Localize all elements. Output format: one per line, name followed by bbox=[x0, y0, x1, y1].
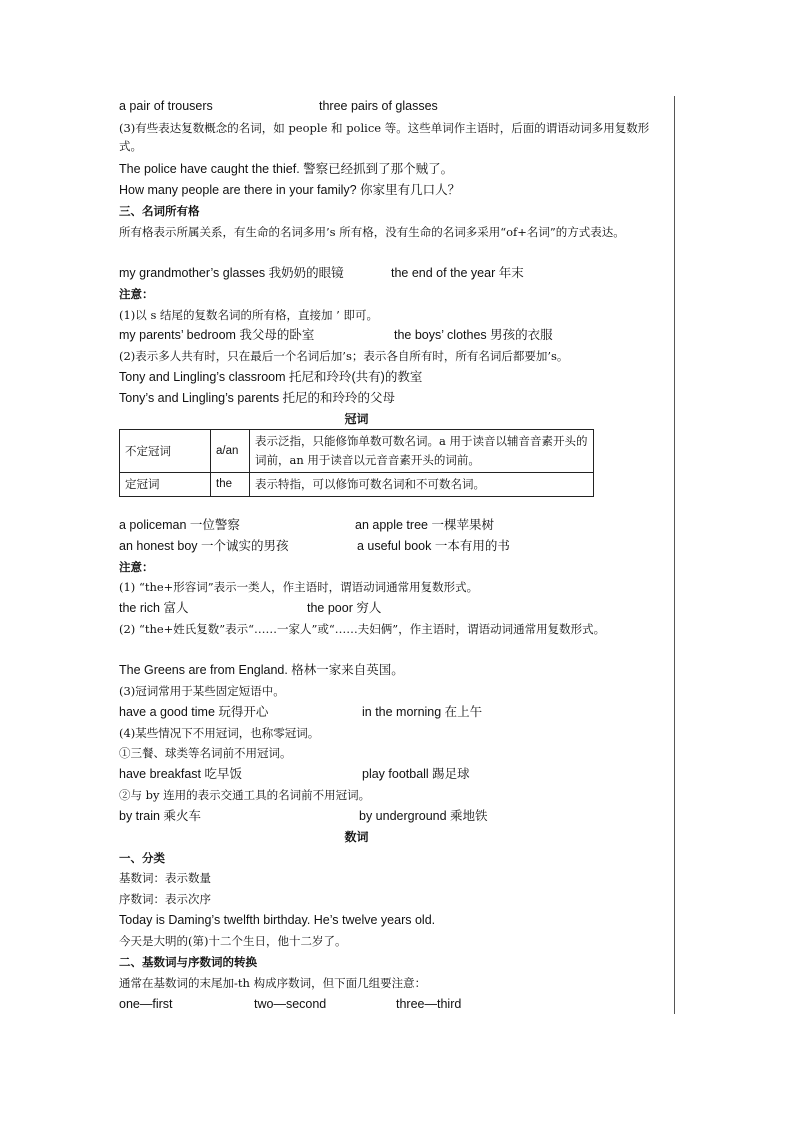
example-sentence: Tony’s and Lingling’s parents 托尼的和玲玲的父母 bbox=[119, 391, 396, 405]
paragraph: ②与 by 连用的表示交通工具的名词前不用冠词。 bbox=[119, 788, 371, 802]
paragraph: (2)表示多人共有时，只在最后一个名词后加’s；表示各自所有时，所有名词后都要加’s。 bbox=[119, 349, 569, 363]
example-text: by underground 乘地铁 bbox=[359, 809, 488, 823]
example-text: two—second bbox=[254, 997, 327, 1011]
article-table bbox=[119, 429, 594, 497]
table-row bbox=[120, 430, 594, 473]
example-text: an apple tree 一棵苹果树 bbox=[355, 518, 494, 532]
note-label: 注意： bbox=[119, 287, 154, 301]
paragraph: 基数词：表示数量 bbox=[119, 871, 211, 885]
table-cell: 表示泛指，只能修饰单数可数名词。a 用于读音以辅音音素开头的词前，an 用于读音以元音音素开头的词前。 bbox=[250, 430, 594, 473]
paragraph: (1)以 s 结尾的复数名词的所有格，直接加 ’ 即可。 bbox=[119, 308, 378, 322]
table-cell: 不定冠词 bbox=[120, 430, 211, 473]
example-text: the rich 富人 bbox=[119, 601, 189, 615]
example-sentence: The police have caught the thief. 警察已经抓到了那个贼了。 bbox=[119, 162, 454, 176]
paragraph: (4)某些情况下不用冠词，也称零冠词。 bbox=[119, 726, 320, 740]
paragraph: (3)冠词常用于某些固定短语中。 bbox=[119, 684, 285, 698]
example-text: a policeman 一位警察 bbox=[119, 518, 240, 532]
example-text: play football 踢足球 bbox=[362, 767, 470, 781]
example-text: three—third bbox=[396, 997, 462, 1011]
example-text: one—first bbox=[119, 997, 173, 1011]
section-title-article: 冠词 bbox=[344, 412, 369, 426]
table-cell: the bbox=[211, 473, 250, 497]
note-label: 注意： bbox=[119, 560, 154, 574]
example-text: my grandmother’s glasses 我奶奶的眼镜 bbox=[119, 266, 344, 280]
example-text: a useful book 一本有用的书 bbox=[357, 539, 510, 553]
table-cell: 表示特指，可以修饰可数名词和不可数名词。 bbox=[250, 473, 594, 497]
example-text: have breakfast 吃早饭 bbox=[119, 767, 242, 781]
paragraph: 所有格表示所属关系，有生命的名词多用’s 所有格，没有生命的名词多采用“of+名词”的方式表达。 bbox=[119, 225, 625, 239]
example-text: by train 乘火车 bbox=[119, 809, 201, 823]
table-cell: 定冠词 bbox=[120, 473, 211, 497]
paragraph: 通常在基数词的末尾加-th 构成序数词，但下面几组要注意： bbox=[119, 976, 427, 990]
section-heading: 三、名词所有格 bbox=[119, 204, 200, 218]
paragraph: (3)有些表达复数概念的名词，如 people 和 police 等。这些单词作主语时，后面的谓语动词多用复数形式。 bbox=[119, 121, 650, 153]
margin-rule bbox=[674, 96, 675, 1014]
example-text: have a good time 玩得开心 bbox=[119, 705, 269, 719]
example-text: my parents’ bedroom 我父母的卧室 bbox=[119, 328, 315, 342]
example-text: in the morning 在上午 bbox=[362, 705, 483, 719]
example-text: three pairs of glasses bbox=[319, 99, 438, 113]
example-text: the boys’ clothes 男孩的衣服 bbox=[394, 328, 553, 342]
section-heading: 二、基数词与序数词的转换 bbox=[119, 955, 257, 969]
paragraph: (1) “the+形容词”表示一类人，作主语时，谓语动词通常用复数形式。 bbox=[119, 580, 479, 594]
section-heading: 一、分类 bbox=[119, 851, 165, 865]
example-text: an honest boy 一个诚实的男孩 bbox=[119, 539, 289, 553]
example-sentence: How many people are there in your family? 你家里有几口人？ bbox=[119, 183, 461, 197]
paragraph: ①三餐、球类等名词前不用冠词。 bbox=[119, 746, 292, 760]
paragraph: 今天是大明的(第)十二个生日，他十二岁了。 bbox=[119, 934, 347, 948]
example-text: a pair of trousers bbox=[119, 99, 213, 113]
table-cell: a/an bbox=[211, 430, 250, 473]
table-row bbox=[120, 473, 594, 497]
section-title-numeral: 数词 bbox=[344, 830, 369, 844]
example-sentence: The Greens are from England. 格林一家来自英国。 bbox=[119, 663, 404, 677]
paragraph: (2) “the+姓氏复数”表示“……一家人”或“……夫妇俩”，作主语时，谓语动词通常用复数形式。 bbox=[119, 622, 606, 636]
paragraph: 序数词：表示次序 bbox=[119, 892, 211, 906]
example-sentence: Tony and Lingling’s classroom 托尼和玲玲(共有)的教室 bbox=[119, 370, 423, 384]
example-text: the poor 穷人 bbox=[307, 601, 382, 615]
example-sentence: Today is Daming’s twelfth birthday. He’s twelve years old. bbox=[119, 913, 436, 927]
example-text: the end of the year 年末 bbox=[391, 266, 524, 280]
